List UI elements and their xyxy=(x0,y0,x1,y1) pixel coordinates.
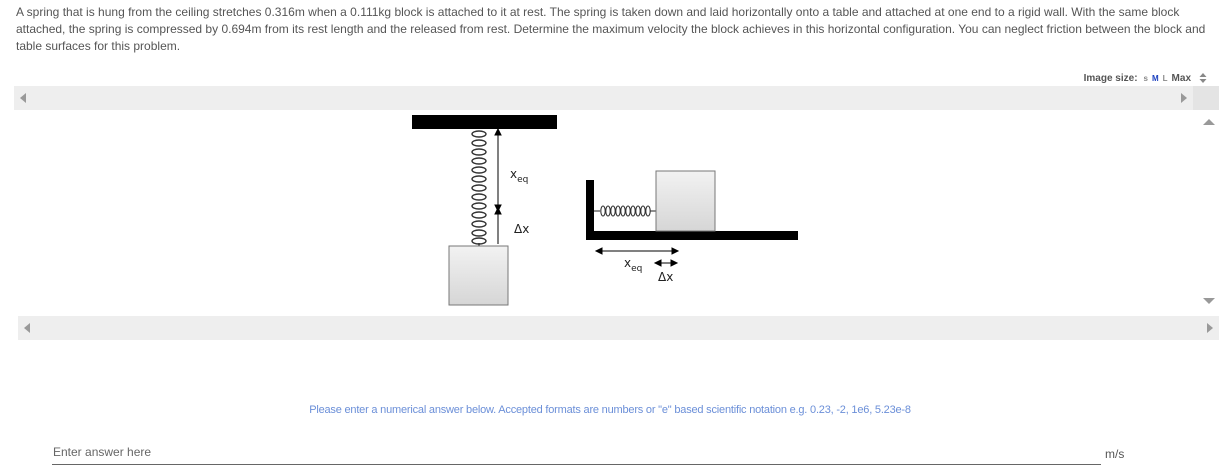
image-size-option-l[interactable]: L xyxy=(1162,73,1168,83)
horizontal-dx-label: Δx xyxy=(658,270,674,284)
answer-format-hint: Please enter a numerical answer below. Accepted formats are numbers or "e" based scientific notation e.g. 0.23, -2, 1e6, 5.23e-8 xyxy=(309,404,911,416)
vertical-dx-arrow xyxy=(495,208,501,244)
scroll-right-icon[interactable] xyxy=(1181,93,1187,103)
ceiling-bar xyxy=(412,115,557,129)
answer-unit: m/s xyxy=(1105,447,1125,461)
vertical-scrollbar[interactable] xyxy=(1199,110,1219,316)
scroll-down-icon[interactable] xyxy=(1203,298,1215,304)
image-size-option-m[interactable]: M xyxy=(1151,73,1159,83)
horizontal-xeq-label xyxy=(624,256,642,274)
vertical-xeq-arrow xyxy=(495,129,501,211)
spring-diagram xyxy=(400,110,810,310)
vertical-dx-label: Δx xyxy=(514,222,530,236)
answer-input[interactable] xyxy=(52,442,1101,465)
horizontal-dx-arrow xyxy=(655,260,677,266)
image-size-stepper-icon[interactable] xyxy=(1198,72,1208,84)
image-size-option-max[interactable]: Max xyxy=(1171,72,1191,84)
vertical-xeq-sub: eq xyxy=(517,175,529,185)
scrollbar-corner xyxy=(1193,86,1219,110)
scroll-left-icon[interactable] xyxy=(20,93,26,103)
spring-diagram-svg xyxy=(400,110,810,310)
horizontal-xeq-main: x xyxy=(624,256,632,270)
image-size-control xyxy=(1084,72,1208,84)
scroll-up-icon[interactable] xyxy=(1203,119,1215,125)
top-horizontal-scrollbar[interactable] xyxy=(14,86,1193,110)
bottom-horizontal-scrollbar[interactable] xyxy=(18,316,1219,340)
horizontal-xeq-arrow xyxy=(596,248,678,254)
horizontal-spring xyxy=(594,206,656,216)
table-block xyxy=(656,171,715,231)
horizontal-xeq-sub: eq xyxy=(631,264,643,274)
vertical-xeq-main: x xyxy=(510,167,518,181)
hanging-block xyxy=(449,246,508,305)
image-size-label: Image size: xyxy=(1083,72,1138,84)
vertical-xeq-label xyxy=(510,167,528,185)
scroll-right-icon[interactable] xyxy=(1207,323,1213,333)
scroll-left-icon[interactable] xyxy=(24,323,30,333)
vertical-spring xyxy=(472,131,486,248)
image-size-option-s[interactable]: s xyxy=(1143,73,1148,83)
problem-statement: A spring that is hung from the ceiling stretches 0.316m when a 0.111kg block is attached to it at rest. The spring is taken down and laid horizontally onto a table and attached at one end to a rigid wall. With the same block attached, the spring is compressed by 0.694m from its rest length and the released from rest. Determine the maximum velocity the block achieves in this horizontal configuration. You can neglect friction between the block and table surfaces for this problem. xyxy=(16,5,1206,53)
